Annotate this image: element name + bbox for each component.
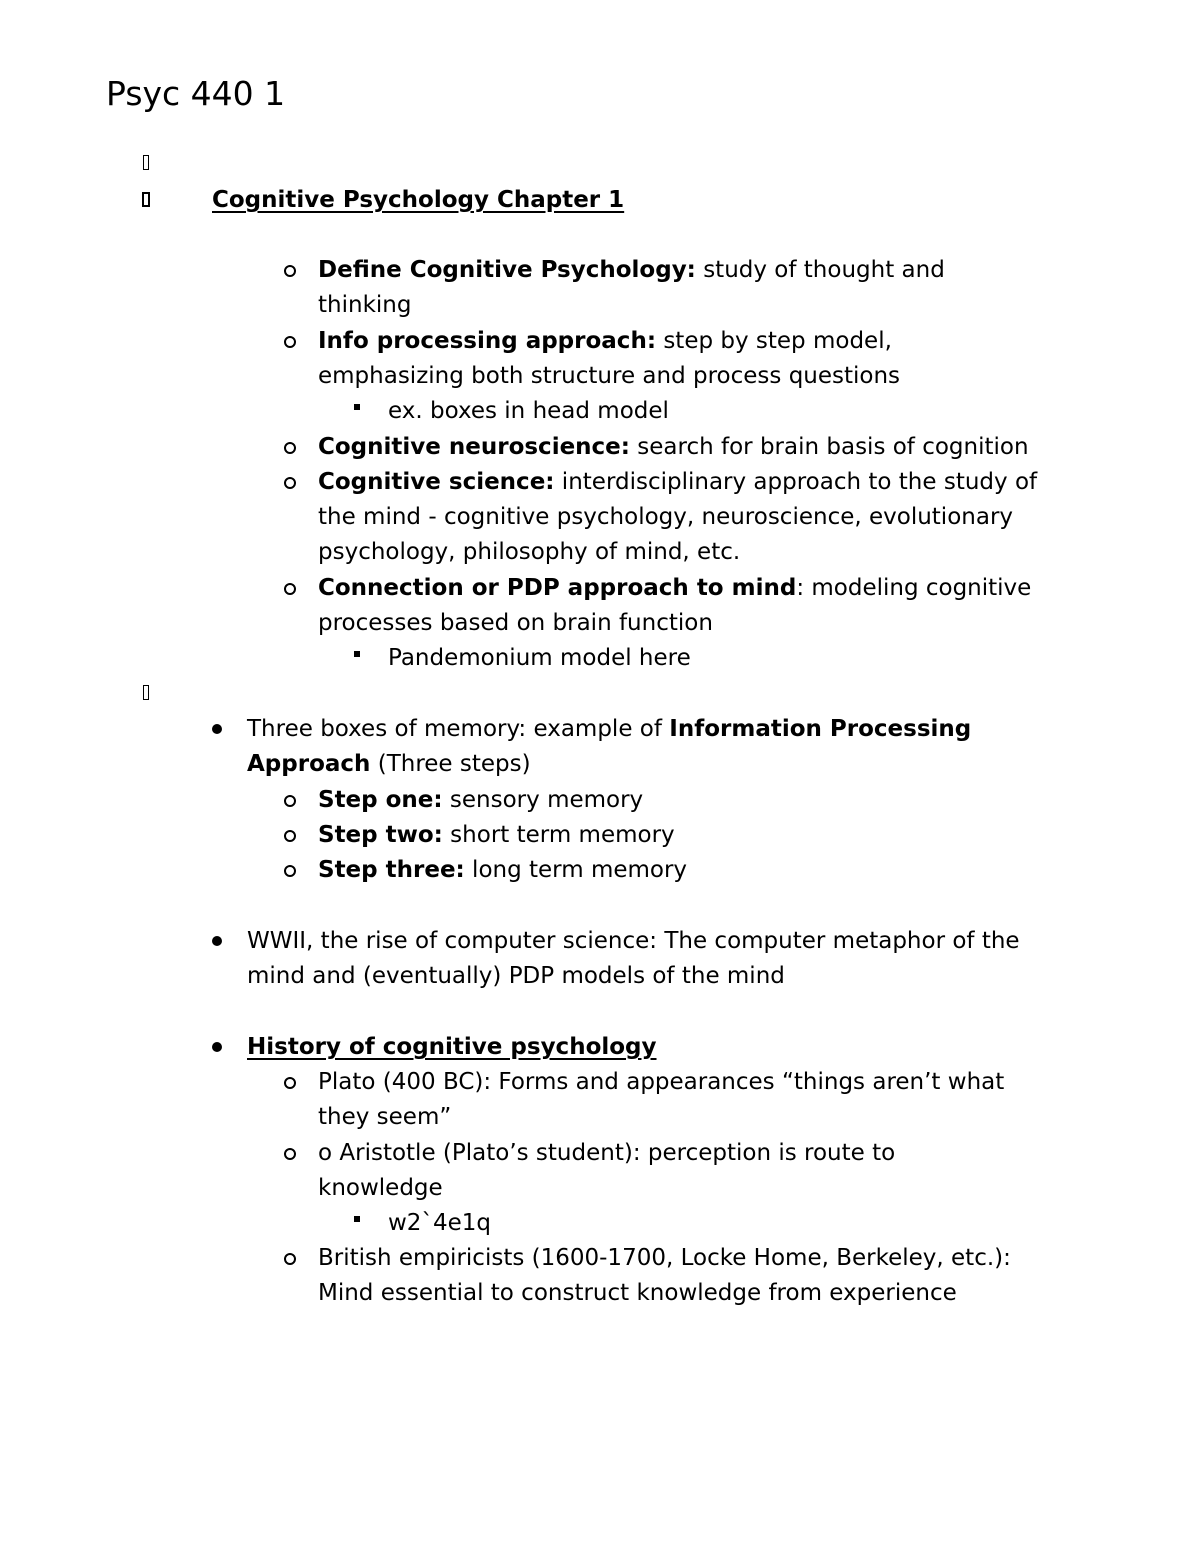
list-item: Three boxes of memory: example of Information Processing	[247, 716, 972, 742]
list-item: o Aristotle (Plato’s student): perception is route to	[318, 1140, 896, 1166]
circle-bullet-icon	[284, 795, 296, 807]
list-item: Plato (400 BC): Forms and appearances “things aren’t what	[318, 1069, 1005, 1095]
list-item: British empiricists (1600-1700, Locke Home, Berkeley, etc.):	[318, 1245, 1011, 1271]
list-item-continuation: knowledge	[318, 1175, 443, 1201]
list-item: Step one: sensory memory	[318, 787, 644, 813]
circle-bullet-icon	[284, 1253, 296, 1265]
circle-bullet-icon	[284, 336, 296, 348]
list-item-continuation: thinking	[318, 292, 412, 318]
list-item: Define Cognitive Psychology: study of thought and	[318, 257, 945, 283]
list-item: Connection or PDP approach to mind: modeling cognitive	[318, 575, 1032, 601]
list-item: Cognitive science: interdisciplinary approach to the study of	[318, 469, 1038, 495]
square-bullet-icon	[354, 1216, 360, 1222]
list-item-continuation: they seem”	[318, 1104, 452, 1130]
page-title: Psyc 440 1	[106, 74, 286, 113]
sub-list-item: Pandemonium model here	[388, 645, 691, 671]
list-item: Info processing approach: step by step model,	[318, 328, 892, 354]
list-item-continuation: Approach (Three steps)	[247, 751, 531, 777]
disc-bullet-icon	[212, 1042, 222, 1052]
list-item-continuation: emphasizing both structure and process questions	[318, 363, 901, 389]
list-item-continuation: Mind essential to construct knowledge from experience	[318, 1280, 957, 1306]
sub-list-item: w2`4e1q	[388, 1210, 491, 1236]
section-heading: History of cognitive psychology	[247, 1034, 657, 1060]
list-item-continuation: processes based on brain function	[318, 610, 713, 636]
sub-list-item: ex. boxes in head model	[388, 398, 669, 424]
missing-glyph-icon	[143, 685, 149, 700]
missing-glyph-icon	[142, 192, 150, 207]
circle-bullet-icon	[284, 442, 296, 454]
list-item-continuation: mind and (eventually) PDP models of the mind	[247, 963, 785, 989]
circle-bullet-icon	[284, 265, 296, 277]
missing-glyph-icon	[143, 155, 149, 170]
list-item-continuation: the mind - cognitive psychology, neuroscience, evolutionary	[318, 504, 1014, 530]
circle-bullet-icon	[284, 865, 296, 877]
list-item-continuation: psychology, philosophy of mind, etc.	[318, 539, 741, 565]
chapter-heading: Cognitive Psychology Chapter 1	[212, 187, 625, 213]
disc-bullet-icon	[212, 936, 222, 946]
disc-bullet-icon	[212, 724, 222, 734]
circle-bullet-icon	[284, 830, 296, 842]
circle-bullet-icon	[284, 1077, 296, 1089]
list-item: Cognitive neuroscience: search for brain basis of cognition	[318, 434, 1029, 460]
circle-bullet-icon	[284, 583, 296, 595]
square-bullet-icon	[354, 651, 360, 657]
circle-bullet-icon	[284, 477, 296, 489]
square-bullet-icon	[354, 404, 360, 410]
list-item: Step three: long term memory	[318, 857, 688, 883]
list-item: WWII, the rise of computer science: The computer metaphor of the	[247, 928, 1020, 954]
circle-bullet-icon	[284, 1148, 296, 1160]
list-item: Step two: short term memory	[318, 822, 675, 848]
